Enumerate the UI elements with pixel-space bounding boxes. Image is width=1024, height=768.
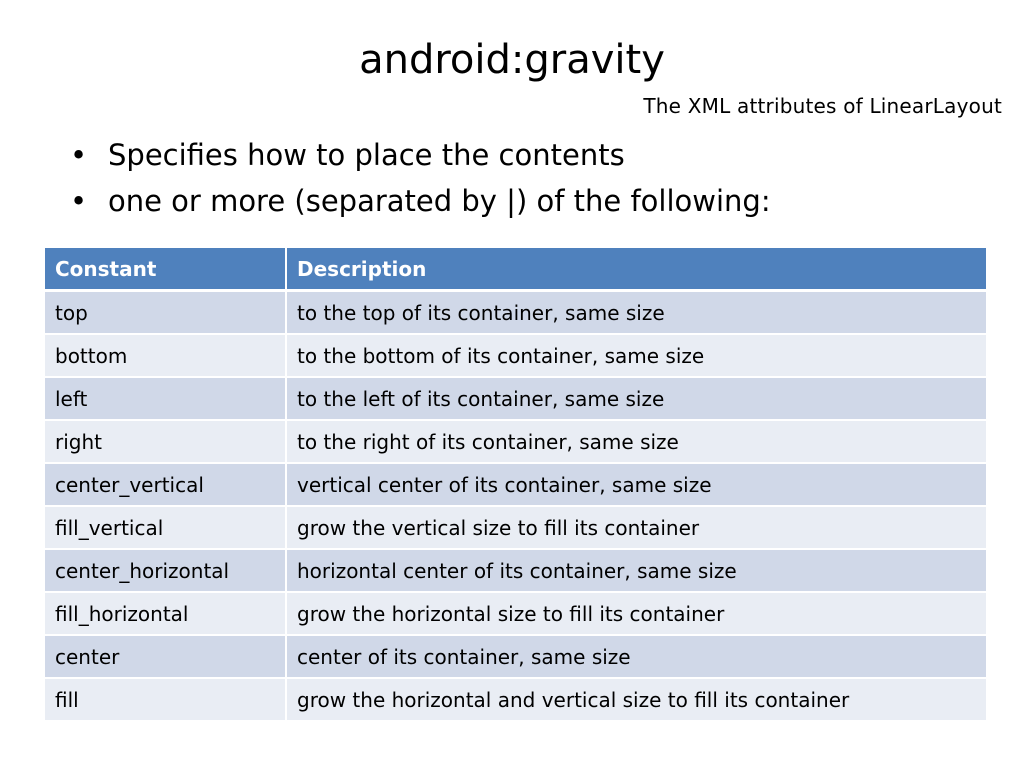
- description-cell: grow the horizontal size to fill its container: [286, 592, 987, 635]
- description-cell: to the right of its container, same size: [286, 420, 987, 463]
- table-row: [45, 334, 987, 377]
- bullet-text: Specifies how to place the contents: [108, 138, 625, 172]
- description-cell: to the bottom of its container, same size: [286, 334, 987, 377]
- description-cell: to the left of its container, same size: [286, 377, 987, 420]
- constant-cell: center_vertical: [45, 463, 286, 506]
- description-cell: vertical center of its container, same size: [286, 463, 987, 506]
- slide-title: android:gravity: [359, 37, 665, 83]
- gravity-table-container: [45, 248, 987, 722]
- description-cell: center of its container, same size: [286, 635, 987, 678]
- bullet-list: [70, 132, 771, 224]
- constant-cell: fill: [45, 678, 286, 721]
- description-cell: horizontal center of its container, same size: [286, 549, 987, 592]
- description-cell: grow the horizontal and vertical size to fill its container: [286, 678, 987, 721]
- constant-cell: fill_horizontal: [45, 592, 286, 635]
- table-row: [45, 549, 987, 592]
- bullet-item: [70, 132, 771, 178]
- column-header-description: Description: [286, 248, 987, 291]
- constant-cell: fill_vertical: [45, 506, 286, 549]
- description-cell: to the top of its container, same size: [286, 291, 987, 335]
- constant-cell: left: [45, 377, 286, 420]
- bullet-item: [70, 178, 771, 224]
- table-row: [45, 678, 987, 721]
- table-row: [45, 377, 987, 420]
- constant-cell: bottom: [45, 334, 286, 377]
- constant-cell: right: [45, 420, 286, 463]
- constant-cell: center_horizontal: [45, 549, 286, 592]
- table-header-row: [45, 248, 987, 291]
- bullet-marker: •: [70, 184, 88, 218]
- column-header-constant: Constant: [45, 248, 286, 291]
- bullet-text: one or more (separated by |) of the following:: [108, 184, 771, 218]
- gravity-constants-table: [45, 248, 988, 722]
- table-row: [45, 420, 987, 463]
- table-row: [45, 506, 987, 549]
- table-row: [45, 592, 987, 635]
- constant-cell: top: [45, 291, 286, 335]
- table-row: [45, 635, 987, 678]
- constant-cell: center: [45, 635, 286, 678]
- table-row: [45, 463, 987, 506]
- description-cell: grow the vertical size to fill its container: [286, 506, 987, 549]
- slide-subtitle: The XML attributes of LinearLayout: [643, 94, 1002, 118]
- table-row: [45, 291, 987, 335]
- bullet-marker: •: [70, 138, 88, 172]
